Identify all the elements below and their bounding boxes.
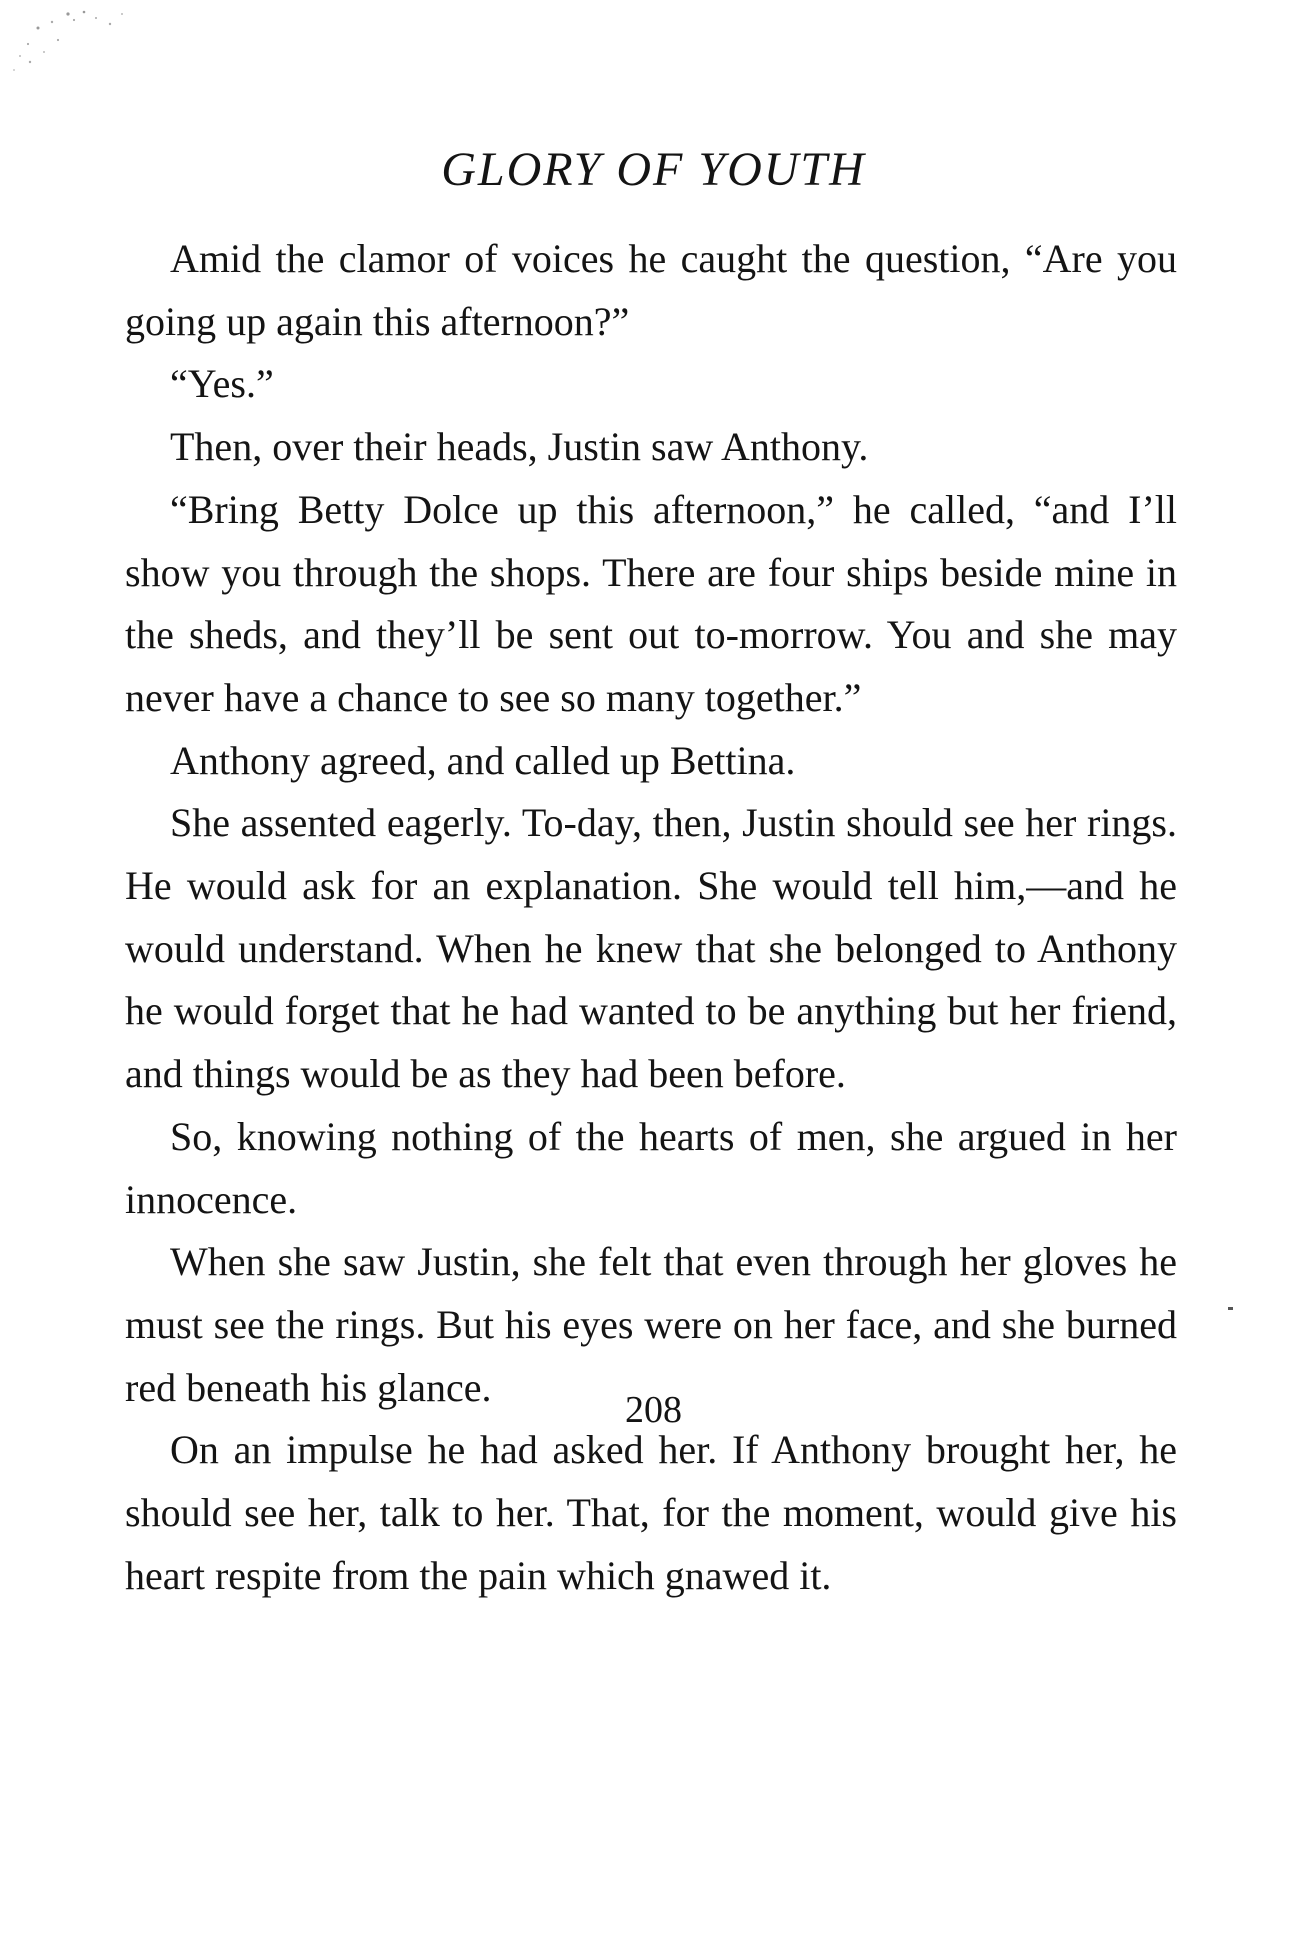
paragraph: Amid the clamor of voices he caught the question, “Are you going up again this afternoon?” — [125, 236, 1177, 344]
running-head: GLORY OF YOUTH — [441, 143, 866, 196]
paragraph: Then, over their heads, Justin saw Anthony. — [170, 424, 869, 470]
paragraph: “Bring Betty Dolce up this afternoon,” he called, “and I’ll show you through the shops. There are four ships beside mine in the sheds, and they’ll be sent out to-morrow. You and she may never have a chance to see so many together.” — [125, 486, 1177, 720]
page-number: 208 — [625, 1389, 682, 1431]
paragraph: “Yes.” — [170, 361, 274, 407]
paragraph: Anthony agreed, and called up Bettina. — [170, 737, 796, 783]
paragraph: So, knowing nothing of the hearts of men, she argued in her innocence. — [125, 1113, 1177, 1222]
paragraph: When she saw Justin, she felt that even through her gloves he must see the rings. But his eyes were on her face, and she burned red beneath his glance. — [125, 1239, 1177, 1410]
paragraph: She assented eagerly. To-day, then, Justin should see her rings. He would ask for an explanation. She would tell him,—and he would understand. When he knew that she belonged to Anthony he would forget that he had wanted to be anything but her friend, and things would be as they had been before. — [125, 800, 1177, 1097]
page-blemish — [0, 0, 180, 120]
paragraph: On an impulse he had asked her. If Anthony brought her, he should see her, talk to her. That, for the moment, would give his heart respite from the pain which gnawed it. — [125, 1427, 1177, 1598]
margin-mark — [1228, 1307, 1233, 1310]
